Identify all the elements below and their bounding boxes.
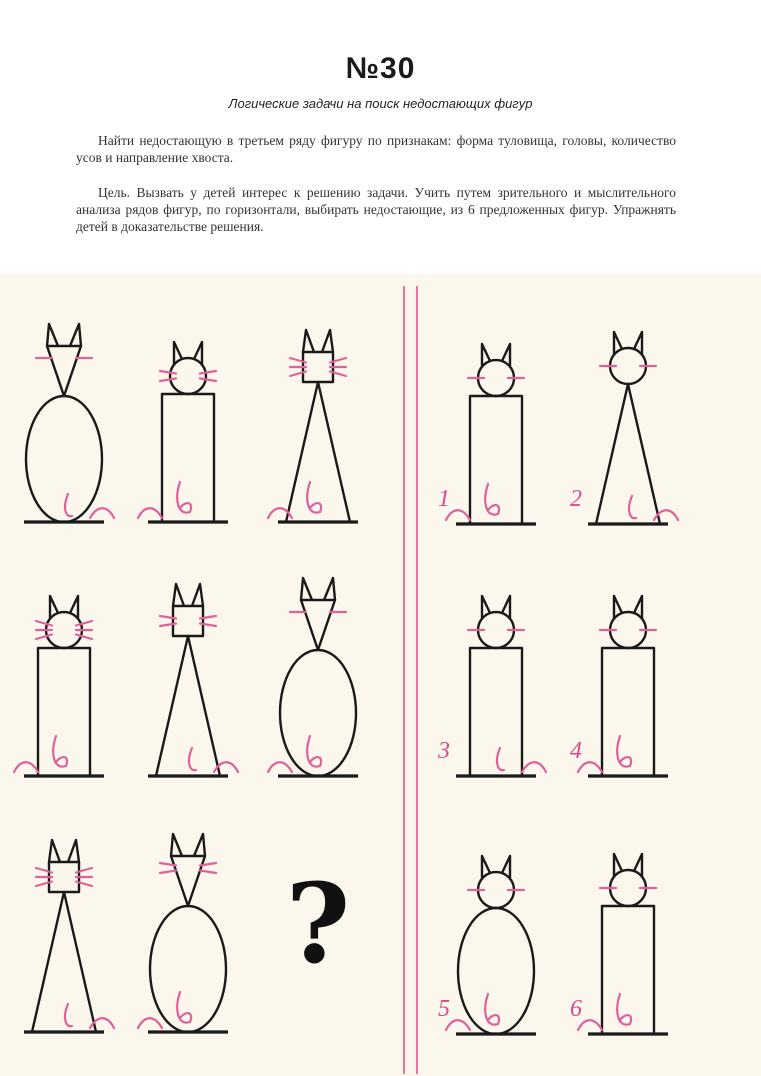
cat-tail: [138, 992, 191, 1028]
cat-tail: [446, 994, 499, 1030]
cat-ear: [49, 840, 60, 862]
option-figure: [446, 344, 536, 524]
cat-tail: [138, 482, 191, 518]
grid-figure: [268, 330, 358, 522]
cat-head-square: [173, 606, 203, 636]
cat-tail: [14, 736, 67, 772]
task-paragraph: Найти недостающую в третьем ряду фигуру по признакам: форма туловища, головы, количество усов и направление хвоста.: [76, 133, 676, 165]
cat-head-triangle: [171, 856, 205, 906]
page-subtitle: Логические задачи на поиск недостающих фигур: [228, 96, 533, 111]
cat-whisker: [76, 635, 92, 640]
cat-ear: [192, 584, 203, 606]
cat-ear: [70, 324, 81, 346]
cat-body-triangle: [596, 384, 660, 524]
cat-head-square: [49, 862, 79, 892]
grid-figure: [24, 324, 114, 522]
cat-body-oval: [26, 396, 102, 522]
cat-ear: [324, 578, 335, 600]
option-number-label: 4: [570, 738, 582, 764]
cat-body-triangle: [156, 636, 220, 776]
cat-head-circle: [170, 358, 206, 394]
cat-whisker: [200, 379, 216, 382]
option-figure: [588, 332, 678, 524]
cat-ear: [194, 834, 205, 856]
cat-tail: [578, 736, 631, 772]
option-figure: [456, 596, 546, 776]
cat-head-triangle: [47, 346, 81, 396]
cat-ear: [47, 324, 58, 346]
option-figure: [578, 596, 668, 776]
cat-tail: [578, 994, 631, 1030]
cat-whisker: [200, 371, 216, 374]
option-number-label: 5: [438, 996, 450, 1022]
missing-figure-question-mark: ?: [285, 859, 351, 988]
cat-ear: [322, 330, 333, 352]
grid-figure: [24, 840, 114, 1032]
cat-whisker: [160, 371, 176, 374]
option-figure: [578, 854, 668, 1034]
cat-whisker: [76, 621, 92, 626]
cat-ear: [303, 330, 314, 352]
cat-tail: [446, 484, 499, 520]
cat-whisker: [36, 621, 52, 626]
page-title: №30: [345, 52, 416, 85]
cat-tail: [268, 736, 321, 772]
goal-paragraph: Цель. Вызвать у детей интерес к решению задачи. Учить путем зрительного и мыслительного анализа рядов фигур, по горизонтали, выбирать недостающие, из 6 предложенных фигур. Упражнять детей в доказательстве решения.: [76, 185, 676, 234]
grid-figure: [14, 596, 104, 776]
cat-whisker: [36, 635, 52, 640]
cat-ear: [68, 840, 79, 862]
cat-body-triangle: [32, 892, 96, 1032]
puzzle-sheet: [0, 274, 761, 1076]
option-figure: [446, 856, 536, 1034]
option-number-label: 2: [570, 486, 582, 512]
grid-figure: [138, 342, 228, 522]
puzzle-figures: [0, 274, 761, 1076]
cat-ear: [301, 578, 312, 600]
cat-body-triangle: [286, 382, 350, 522]
cat-head-triangle: [301, 600, 335, 650]
option-number-label: 6: [570, 996, 582, 1022]
cat-whisker: [160, 871, 176, 874]
grid-figure: [148, 584, 238, 776]
cat-whisker: [160, 379, 176, 382]
cat-head-square: [303, 352, 333, 382]
option-number-label: 1: [438, 486, 450, 512]
option-number-label: 3: [438, 738, 450, 764]
cat-whisker: [200, 871, 216, 874]
grid-figure: [268, 578, 358, 776]
cat-ear: [171, 834, 182, 856]
grid-figure: [138, 834, 228, 1032]
cat-body-rectangle: [470, 648, 522, 776]
cat-ear: [173, 584, 184, 606]
